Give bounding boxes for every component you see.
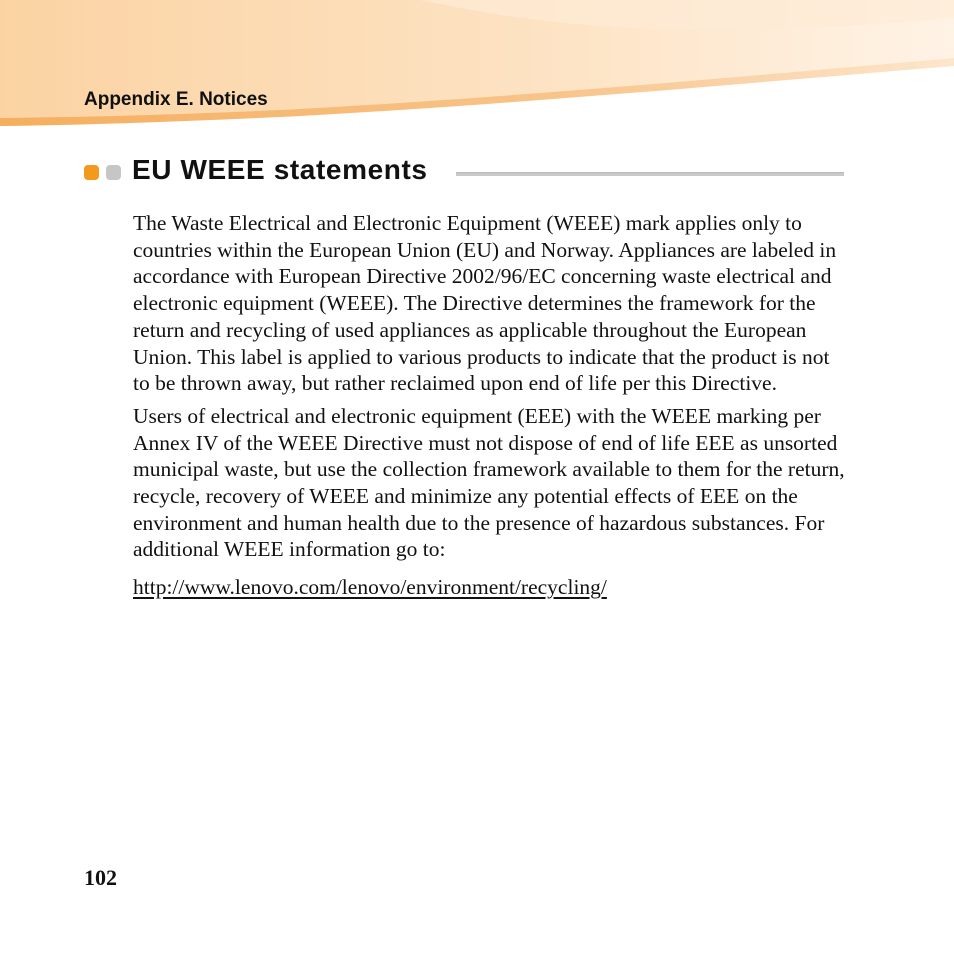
header-swoosh-graphic bbox=[0, 0, 954, 132]
body-paragraph-1: The Waste Electrical and Electronic Equipment (WEEE) mark applies only to countries within the European Union (EU) and Norway. Appliances are labeled in accordance with European Directive 2002/96/EC concerning waste electrical and electronic equipment (WEEE). The Directive determines the framework for the return and recycling of used appliances as applicable throughout the European Union. This label is applied to various products to indicate that the product is not to be thrown away, but rather reclaimed upon end of life per this Directive. bbox=[133, 211, 837, 396]
section-heading bbox=[84, 154, 844, 194]
running-header-title: Appendix E. Notices bbox=[84, 89, 268, 110]
body-paragraph-2: Users of electrical and electronic equipment (EEE) with the WEEE marking per Annex IV of the WEEE Directive must not dispose of end of life EEE as unsorted municipal waste, but use the collection framework available to them for the return, recycle, recovery of WEEE and minimize any potential effects of EEE on the environment and human health due to the presence of hazardous substances. For additional WEEE information go to: bbox=[133, 403, 845, 562]
recycling-link[interactable]: http://www.lenovo.com/lenovo/environment/recycling/ bbox=[133, 575, 607, 600]
header-band bbox=[0, 0, 954, 132]
gray-square-bullet-icon bbox=[106, 165, 121, 180]
heading-divider-rule bbox=[456, 172, 844, 176]
page-number: 102 bbox=[84, 865, 117, 890]
section-title: EU WEEE statements bbox=[132, 154, 428, 185]
orange-square-bullet-icon bbox=[84, 165, 99, 180]
section-body bbox=[133, 210, 845, 601]
